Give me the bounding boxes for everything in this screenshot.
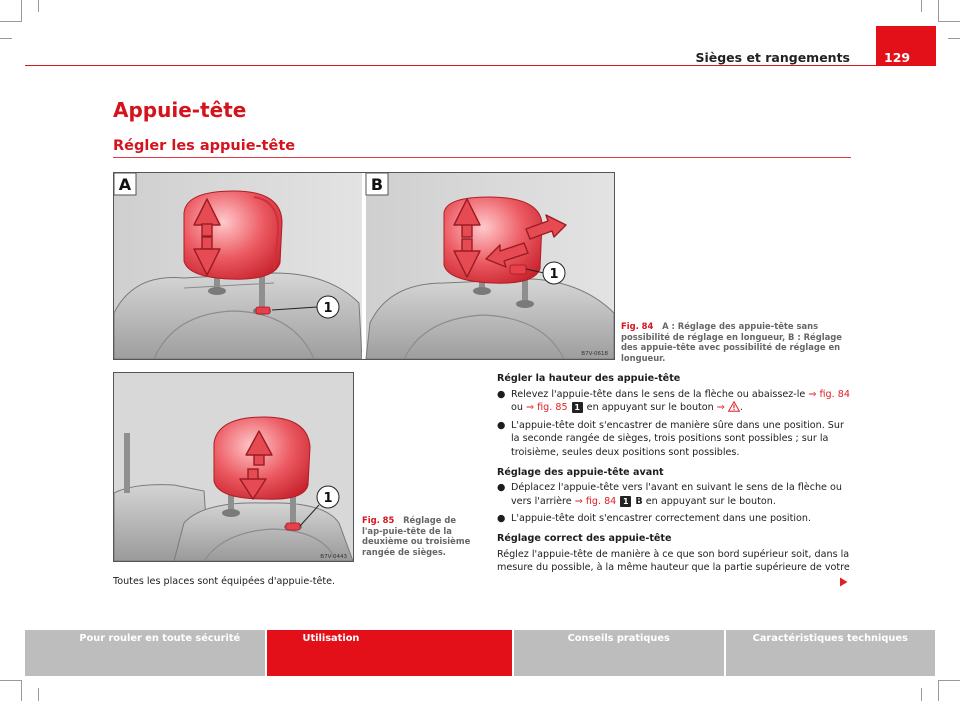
link-fig-85[interactable]: ⇒ fig. 85 [526,402,568,414]
figure-84-caption-text: A : Réglage des appuie-tête sans possibilité de réglage en longueur, B : Réglage des appuie-tête avec possibilité de réglage en longueur. [621,321,842,363]
header-rule [25,65,935,66]
panel-a-guide [208,287,226,295]
figure-85-guide [222,509,240,517]
panel-a-callout-number: 1 [323,301,333,316]
figure-85-caption-text: Réglage de l'ap-puie-tête de la deuxième ou troisième rangée de sièges. [362,515,471,557]
panel-b-callout-number: 1 [549,267,559,282]
panel-b-guide [516,300,534,308]
tab-operation[interactable]: Utilisation [267,630,515,676]
crop-mark [21,0,22,22]
tab-safety[interactable]: Pour rouler en toute sécurité [25,630,267,676]
panel-b-headrest [444,197,542,283]
section-front-title: Réglage des appuie-tête avant [497,466,664,478]
page-subheading: Régler les appuie-tête [113,138,296,154]
page-number: 129 [884,50,911,65]
crop-mark [938,680,960,681]
list-item [497,512,853,526]
figure-85-post [290,493,296,527]
panel-divider [362,173,366,359]
subheading-rule [113,157,851,158]
crop-mark [921,688,922,701]
crop-mark [0,680,22,681]
section-correct-title: Réglage correct des appuie-tête [497,532,672,544]
crop-mark [948,38,960,39]
crop-mark [21,680,22,701]
figure-85-seat [174,503,353,561]
link-fig-84[interactable]: ⇒ fig. 84 [574,495,617,507]
crop-mark [921,0,922,12]
figure-84 [113,172,615,360]
panel-a-letter: A [118,175,132,194]
callout-ref-1: 1 [572,402,583,413]
crop-mark [38,0,39,12]
bullet-dot: ● [497,513,506,525]
figure-84-label: Fig. 84 [621,321,654,331]
link-fig-84[interactable]: ⇒ fig. 84 [808,388,850,400]
crop-mark [38,688,39,701]
figure-85-illustration [114,373,353,561]
panel-a-arrow-down-shaft [202,237,212,249]
instructions-column [497,372,853,575]
panel-b-release-button [510,265,526,274]
figure-84-caption [621,321,857,363]
list-item [497,419,853,460]
list-item: ● Relevez l'appuie-tête dans le sens de la flèche ou abaissez-le ⇒ fig. 84 ou ⇒ fig. 85 1 en appuyant sur le bouton ⇒ . [497,388,850,414]
link-warning-arrow[interactable]: ⇒ [716,402,725,414]
warning-triangle-icon[interactable] [728,401,740,412]
panel-a-arrow-up-shaft [202,224,212,236]
text-run: L'appuie-tête doit s'encastrer correctement dans une position. [511,513,812,525]
continue-arrow-icon [839,577,848,587]
tab-technical-specs[interactable]: Caractéristiques techniques [726,630,936,676]
bullet-dot: ● [497,388,506,400]
footer-nav [25,630,935,676]
figure-84-illustration [114,173,614,359]
crop-mark [0,38,12,39]
figure-85-caption [362,515,474,557]
tab-practical-tips[interactable]: Conseils pratiques [514,630,726,676]
text-run: Relevez l'appuie-tête dans le sens de la flèche ou abaissez-le [511,388,806,400]
callout-ref-1: 1 [620,496,631,507]
text-run: en appuyant sur le bouton [586,402,714,414]
text-run: L'appuie-tête doit s'encastrer de manière sûre dans une position. Sur la seconde rangée de sièges, trois positions sont possibles ; sur la troisième, seules deux positions sont possibles. [511,419,844,458]
panel-a-release-button [256,307,270,314]
section-title: Sièges et rangements [695,50,850,65]
crop-mark [0,21,22,22]
page-heading: Appuie-tête [113,98,247,122]
bullet-dot: ● [497,482,506,494]
figure-84-code: B7V-0618 [581,351,608,357]
panel-a-headrest [184,191,282,279]
bullet-dot: ● [497,419,506,431]
crop-mark [938,0,939,22]
panel-ref-b: B [635,495,643,507]
crop-mark [938,680,939,701]
crop-mark [938,21,960,22]
figure-85-post-left [124,433,130,493]
text-run: en appuyant sur le bouton. [645,495,776,507]
text-run: Déplacez l'appuie-tête vers l'avant en suivant le sens de la flèche ou vers l'arrière [511,482,842,507]
figure-85 [113,372,354,562]
intro-text: Toutes les places sont équipées d'appuie-tête. [113,576,336,587]
list-item [497,481,853,508]
figure-85-label: Fig. 85 [362,515,395,525]
section-height-title: Régler la hauteur des appuie-tête [497,373,681,384]
text-run: ou [511,402,523,414]
figure-85-code: B7V-0443 [320,554,347,560]
figure-85-callout-number: 1 [323,491,333,506]
figure-85-release-button [286,523,300,530]
panel-b-guide [473,287,491,295]
section-correct-text: Réglez l'appuie-tête de manière à ce que son bord supérieur soit, dans la mesure du possible, à la même hauteur que la partie supérieure de votre [497,548,850,574]
panel-b-letter: B [370,175,384,194]
